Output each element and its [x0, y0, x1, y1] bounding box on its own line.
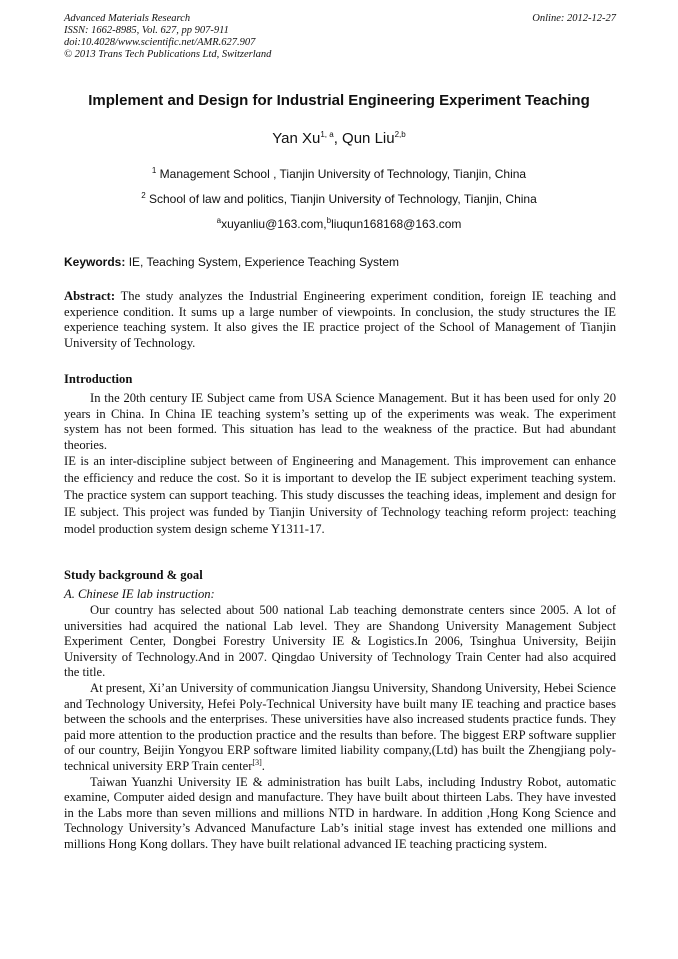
paragraph-text: At present, Xi’an University of communication Jiangsu University, Shandong University, Hebei Science and Technology University, Hefei Poly-Technical University have built many IE teaching and practice bases between the schools and the enterprises. These universities have also increased students practice funds. They paid more attention to the production practice and the results than before. The biggest ERP software supplier of our country, Beijin Yongyou ERP software limited liability company,(Ltd) has built the Zhengjiang poly-technical university ERP Train center [64, 680, 616, 773]
background-body [64, 603, 616, 853]
abstract [64, 289, 616, 351]
section-heading-introduction: Introduction [64, 372, 133, 386]
doi-line: doi:10.4028/www.scientific.net/AMR.627.907 [64, 37, 256, 48]
paragraph-text: . [261, 758, 265, 773]
paper-title: Implement and Design for Industrial Engineering Experiment Teaching [88, 92, 590, 109]
subsection-heading: A. Chinese IE lab instruction: [64, 587, 215, 601]
author-superscript: 2,b [394, 130, 406, 139]
paragraph: Taiwan Yuanzhi University IE & administration has built Labs, including Industry Robot, automatic examine, Computer aided design and manufacture. They have built about thirteen Labs. They have invested in the Labs more than seven millions and millions NTD in hardware. In addition ,Hong Kong Science and Technology University’s Advanced Manufacture Lab’s initial stage invest has extended one millions and millions Hong Kong dollars. They have built relational advanced IE teaching practicing system. [64, 774, 616, 851]
introduction-body [64, 391, 616, 537]
email-line [40, 217, 638, 231]
author-name: Qun Liu [342, 130, 395, 147]
copyright-line: © 2013 Trans Tech Publications Ltd, Switzerland [64, 49, 272, 60]
journal-header [64, 13, 616, 61]
author-superscript: 1, a [320, 130, 334, 139]
issn-line: ISSN: 1662-8985, Vol. 627, pp 907-911 [64, 25, 229, 36]
citation: [3] [252, 757, 262, 767]
paragraph [64, 681, 616, 775]
email-address: liuqun168168@163.com [331, 217, 462, 231]
affiliation-2 [40, 192, 638, 206]
email-superscript: a [216, 216, 222, 225]
affiliation-1 [40, 167, 638, 181]
paragraph: Our country has selected about 500 national Lab teaching demonstrate centers since 2005. A lot of universities had acquired the national Lab level. They are Shandong University Management Subject Experiment Center, Dongbei Forestry University IE & Logistics.In 2006, Tsinghua University, Beijin University of Technology.And in 2007. Qingdao University of Technology Train Center had also acquired the title. [64, 603, 616, 680]
abstract-label: Abstract: [64, 289, 116, 303]
author-separator: , [333, 130, 343, 147]
affiliation-number: 2 [141, 191, 146, 200]
author-line [40, 130, 638, 147]
author-name: Yan Xu [272, 130, 321, 147]
keywords [64, 255, 616, 269]
online-date: Online: 2012-12-27 [532, 13, 616, 24]
paragraph: In the 20th century IE Subject came from USA Science Management. But it has been used for only 20 years in China. In China IE teaching system’s setting up of the experiments was weak. The experiment system has not been formed. This situation has lead to the weakness of the practice. But had abundant theories. [64, 391, 616, 452]
paragraph: IE is an inter-discipline subject between of Engineering and Management. This improvement can enhance the efficiency and reduce the cost. So it is important to develop the IE subject experiment teaching system. The practice system can support teaching. This study discusses the teaching ideas, implement and design for IE subject. This project was funded by Tianjin University of Technology teaching reform project: teaching model production system design scheme Y1311-17. [64, 454, 616, 536]
affiliation-text: Management School , Tianjin University of Technology, Tianjin, China [156, 167, 527, 181]
abstract-text: The study analyzes the Industrial Engineering experiment condition, foreign IE teaching and experience condition. It sums up a large number of viewpoints. In conclusion, the study structures the IE experience teaching system. It also gives the IE practice project of the School of Management of Tianjin University of Technology. [64, 289, 616, 350]
journal-name: Advanced Materials Research [64, 13, 191, 24]
email-superscript: b [326, 216, 332, 225]
affiliation-number: 1 [151, 166, 157, 175]
email-address: xuyanliu@163.com, [221, 217, 327, 231]
affiliation-text: School of law and politics, Tianjin University of Technology, Tianjin, China [145, 192, 537, 206]
keywords-label: Keywords: [64, 255, 126, 269]
section-heading-background: Study background & goal [64, 568, 203, 582]
keywords-text: IE, Teaching System, Experience Teaching System [125, 255, 400, 269]
